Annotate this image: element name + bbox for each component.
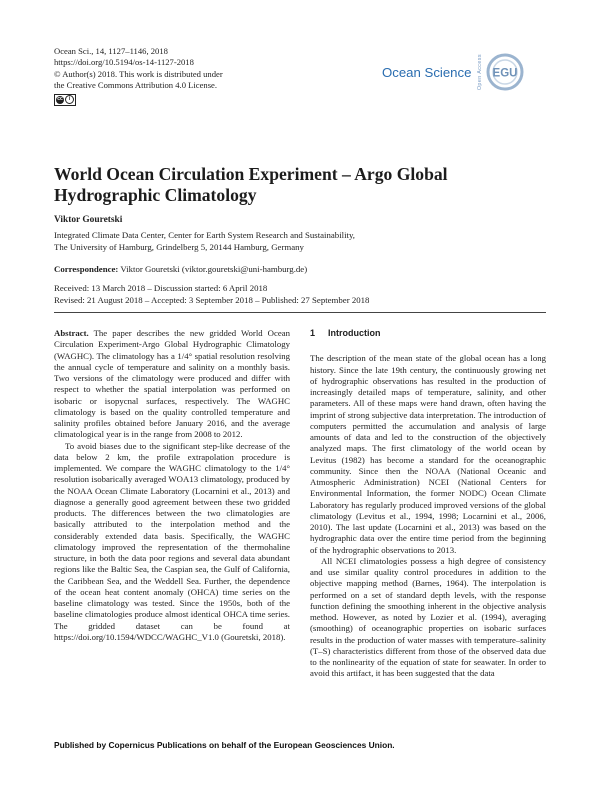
affiliation-line-2: The University of Hamburg, Grindelberg 5, 20144 Hamburg, Germany bbox=[54, 241, 304, 252]
copyright-line: © Author(s) 2018. This work is distributed under bbox=[54, 68, 223, 79]
article-dates bbox=[54, 283, 369, 306]
journal-name: Ocean Science bbox=[382, 64, 472, 80]
egu-logo-icon bbox=[485, 52, 525, 92]
section-number: 1 bbox=[310, 328, 316, 338]
dates-line-2: Revised: 21 August 2018 – Accepted: 3 September 2018 – Published: 27 September 2018 bbox=[54, 294, 370, 305]
dates-line-1: Received: 13 March 2018 – Discussion started: 6 April 2018 bbox=[54, 283, 268, 293]
introduction-column bbox=[310, 328, 546, 680]
article-metadata bbox=[54, 46, 314, 106]
attribution-icon: i bbox=[65, 95, 74, 104]
publisher-footer: Published by Copernicus Publications on behalf of the European Geosciences Union. bbox=[54, 740, 395, 750]
egu-logo-text: EGU bbox=[492, 67, 518, 80]
abstract-text-1: The paper describes the new gridded World Ocean Circulation Experiment-Argo Global Hydrographic Climatology (WAGHC). The climatology has a 1/4° spatial resolution resolving the annual cycle of temperature and salinity on a monthly basis. Two versions of the climatology were produced and differ with respect to whether the spatial interpolation was performed on isobaric or isopycnal surfaces, respectively. The WAGHC climatology is based on the quality controlled temperature and salinity profiles obtained before January 2016, and the average climatological year is in the range from 2008 to 2012. bbox=[54, 328, 290, 440]
cc-icon: cc bbox=[57, 95, 63, 102]
affiliation bbox=[54, 230, 474, 253]
abstract-paragraph-1 bbox=[54, 328, 290, 441]
open-access-label: Open Access bbox=[477, 53, 484, 91]
correspondence-label: Correspondence: bbox=[54, 264, 119, 274]
citation: Ocean Sci., 14, 1127–1146, 2018 bbox=[54, 46, 168, 56]
abstract-label: Abstract. bbox=[54, 328, 89, 338]
author-name: Viktor Gouretski bbox=[54, 215, 123, 225]
affiliation-line-1: Integrated Climate Data Center, Center for Earth System Research and Sustainability, bbox=[54, 230, 356, 240]
correspondence bbox=[54, 264, 307, 274]
section-title: Introduction bbox=[328, 328, 381, 338]
cc-license-badge[interactable] bbox=[54, 94, 76, 106]
article-title: World Ocean Circulation Experiment – Argo Global Hydrographic Climatology bbox=[54, 164, 448, 205]
doi-link[interactable]: https://doi.org/10.5194/os-14-1127-2018 bbox=[54, 57, 194, 68]
abstract-column bbox=[54, 328, 290, 643]
intro-paragraph-1: The description of the mean state of the global ocean has a long history. Since the late 19th century, the continuously growing net of hydrographic observations has resulted in the production of increasingly detailed maps of temperature, salinity, and other parameters. All of these maps were hand drawn, often having the imprint of strong subjective data interpretation. The introduction of computers permitted the accumulation and analysis of large amounts of data and led to the construction of the objectively analyzed maps. The first climatology of the world ocean by Levitus (1982) has become a standard for the oceanographic community. Since then the NOAA (National Oceanic and Atmospheric Administration) NCEI (National Centers for Environmental Information, the former NODC) Ocean Climate Laboratory has regularly produced improved versions of the global climatology (Levitus et al., 1994, 1998; Locarnini et al., 2006, 2010). The last update (Locarnini et al., 2013) was based on the hydrographic data over the entire time period from the beginning of the hydrographic observations to 2013. bbox=[310, 353, 546, 555]
section-heading bbox=[310, 328, 546, 339]
license-line: the Creative Commons Attribution 4.0 License. bbox=[54, 80, 218, 91]
intro-paragraph-2: All NCEI climatologies possess a high degree of consistency and use similar quality control procedures in addition to the objective mapping method (Barnes, 1964). The interpolation is performed on a set of standard depth levels, with the response function defining the smoothing inherent in the objective analysis method. However, as noted by Lozier et al. (1994), averaging (smoothing) of oceanographic properties on isobaric surfaces results in the production of water masses with temperature–salinity (T–S) characteristics different from those of the observed data due to the nonlinearity of the equation of state for seawater. In order to avoid this artifact, it has been suggested that the data bbox=[310, 555, 546, 679]
correspondence-text[interactable]: Viktor Gouretski (viktor.gouretski@uni-hamburg.de) bbox=[118, 264, 308, 274]
abstract-paragraph-2: To avoid biases due to the significant step-like decrease of the data below 2 km, the profile extrapolation procedure is implemented. We compare the WAGHC climatology to the 1/4° resolution isobarically averaged WOA13 climatology, produced by the NOAA Ocean Climate Laboratory (Locarnini et al., 2013) and diagnose a generally good agreement between these two gridded products. The differences between the two climatologies are basically attributed to the interpolation method and the considerably extended data basis. Specifically, the WAGHC climatology improved the representation of the thermohaline structure, in both the data poor regions and several data abundant regions like the Baltic Sea, the Caspian sea, the Gulf of California, the Caribbean Sea, and the Weddell Sea. Further, the dependence of the ocean heat content anomaly (OHCA) time series on the baseline climatology was tested. Since the 1950s, both of the baseline climatologies produce almost identical OHCA time series. The gridded dataset can be found at https://doi.org/10.1594/WDCC/WAGHC_V1.0 (Gouretski, 2018). bbox=[54, 440, 290, 642]
header-divider bbox=[54, 312, 546, 313]
journal-logo[interactable] bbox=[382, 52, 525, 92]
